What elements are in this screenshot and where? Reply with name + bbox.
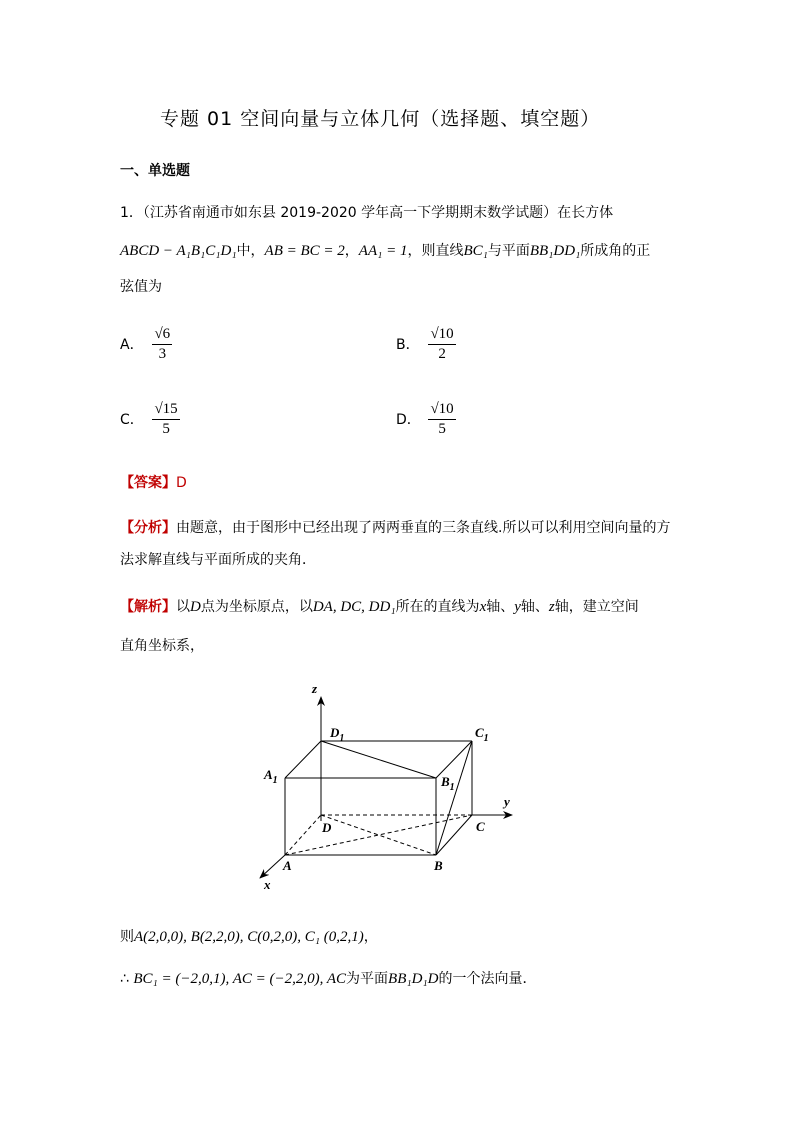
label-y: y bbox=[504, 794, 510, 809]
solution-text-1: 以 bbox=[176, 599, 190, 615]
coords-text: A(2,0,0), B(2,2,0), C(0,2,0), C₁ (0,2,1) bbox=[134, 929, 364, 945]
analysis-line-1 bbox=[120, 517, 670, 537]
label-d1: $D_1$ bbox=[330, 725, 345, 744]
option-d[interactable] bbox=[396, 401, 456, 438]
axis-y: y bbox=[514, 599, 521, 615]
edge-a1d1 bbox=[285, 741, 321, 778]
label-c1: $C_1$ bbox=[475, 725, 489, 744]
question-text-c: ，则直线 bbox=[407, 243, 464, 259]
solution-text-line-2: 直角坐标系， bbox=[120, 638, 204, 654]
hidden-diagonal-db bbox=[321, 815, 436, 855]
option-b[interactable] bbox=[396, 326, 456, 363]
label-b: B bbox=[434, 858, 443, 873]
label-b1: $B_1$ bbox=[441, 774, 455, 793]
condition-aa1: AA₁ = 1 bbox=[358, 243, 408, 259]
label-a1: $A_1$ bbox=[264, 767, 278, 786]
option-c[interactable] bbox=[120, 401, 180, 438]
option-c-fraction bbox=[152, 401, 179, 438]
plane-bb1d1d: BB₁D₁D bbox=[388, 971, 439, 987]
plane-bb1dd1: BB₁DD₁ bbox=[529, 243, 581, 259]
option-d-numerator: √10 bbox=[428, 401, 455, 420]
section-heading: 一、单选题 bbox=[120, 163, 190, 179]
solution-text-3: 所在的直线为 bbox=[395, 599, 480, 615]
vectors-text-2: 的一个法向量． bbox=[438, 971, 537, 987]
axis-x: x bbox=[479, 599, 487, 615]
solution-text-2: 点为坐标原点，以 bbox=[200, 599, 313, 615]
option-d-fraction bbox=[428, 401, 455, 438]
option-b-numerator: √10 bbox=[428, 326, 455, 345]
option-a-numerator: √6 bbox=[152, 326, 172, 345]
hidden-edge-ad bbox=[285, 815, 321, 855]
coords-prefix: 则 bbox=[120, 929, 134, 945]
option-a-denominator: 3 bbox=[158, 346, 167, 362]
origin-d: D bbox=[190, 599, 201, 615]
answer-value: D bbox=[176, 475, 187, 491]
question-number: 1． bbox=[120, 205, 143, 221]
question-text-e: 所成角的正 bbox=[580, 243, 651, 259]
question-text-b: 中， bbox=[236, 243, 265, 259]
option-d-denominator: 5 bbox=[438, 421, 446, 437]
axis-z: z bbox=[548, 599, 555, 615]
label-d: D bbox=[322, 820, 332, 835]
cuboid-figure bbox=[250, 675, 530, 895]
label-a: A bbox=[283, 858, 292, 873]
solution-text-6: 轴，建立空间 bbox=[554, 599, 639, 615]
question-text-f: 弦值为 bbox=[120, 279, 162, 295]
edge-bc bbox=[436, 815, 472, 855]
coords-line bbox=[120, 926, 378, 946]
option-c-denominator: 5 bbox=[162, 421, 170, 437]
option-c-label: C． bbox=[120, 411, 144, 428]
solution-text-4: 轴、 bbox=[486, 599, 515, 615]
analysis-text-2: 法求解直线与平面所成的夹角． bbox=[120, 552, 316, 568]
vectors-text-1: 为平面 bbox=[346, 971, 389, 987]
diagonal-d1b1 bbox=[321, 741, 436, 778]
option-a-fraction bbox=[152, 326, 172, 363]
answer-tag: 【答案】 bbox=[120, 475, 176, 491]
coords-suffix: ， bbox=[363, 929, 378, 945]
option-b-denominator: 2 bbox=[438, 346, 446, 362]
option-b-fraction bbox=[428, 326, 455, 363]
option-d-label: D． bbox=[396, 411, 421, 428]
question-line-2 bbox=[120, 240, 650, 260]
page-title: 专题 01 空间向量与立体几何（选择题、填空题） bbox=[160, 108, 601, 130]
diagonal-bc1 bbox=[436, 741, 472, 855]
x-axis bbox=[260, 855, 285, 878]
option-c-numerator: √15 bbox=[152, 401, 179, 420]
answer-line bbox=[120, 472, 187, 492]
option-a[interactable] bbox=[120, 326, 172, 363]
comma: ， bbox=[344, 243, 359, 259]
hidden-diagonal-ac bbox=[285, 815, 472, 855]
analysis-text-1: 由题意，由于图形中已经出现了两两垂直的三条直线.所以可以利用空间向量的方 bbox=[176, 520, 671, 536]
vectors-text: BC₁ = (−2,0,1), AC = (−2,2,0), AC bbox=[133, 971, 347, 987]
option-a-label: A． bbox=[120, 336, 144, 353]
vectors-line bbox=[120, 968, 536, 988]
therefore-symbol: ∴ bbox=[120, 971, 129, 987]
question-text-d: 与平面 bbox=[487, 243, 530, 259]
label-c: C bbox=[476, 819, 485, 834]
question-text-a: 在长方体 bbox=[557, 205, 614, 221]
question-line-1 bbox=[120, 202, 613, 222]
axes-lines: DA, DC, DD₁ bbox=[312, 599, 396, 615]
option-b-label: B． bbox=[396, 336, 420, 353]
solid-name: ABCD − A₁B₁C₁D₁ bbox=[120, 243, 237, 259]
analysis-tag: 【分析】 bbox=[120, 520, 176, 536]
label-z: z bbox=[312, 681, 318, 696]
question-source: （江苏省南通市如东县 2019-2020 学年高一下学期期末数学试题） bbox=[142, 205, 558, 221]
solution-tag: 【解析】 bbox=[120, 599, 176, 615]
line-bc1: BC₁ bbox=[463, 243, 488, 259]
condition-ab-bc: AB = BC = 2 bbox=[264, 243, 345, 259]
solution-line-1 bbox=[120, 596, 639, 616]
label-x: x bbox=[264, 877, 271, 892]
solution-text-5: 轴、 bbox=[520, 599, 549, 615]
